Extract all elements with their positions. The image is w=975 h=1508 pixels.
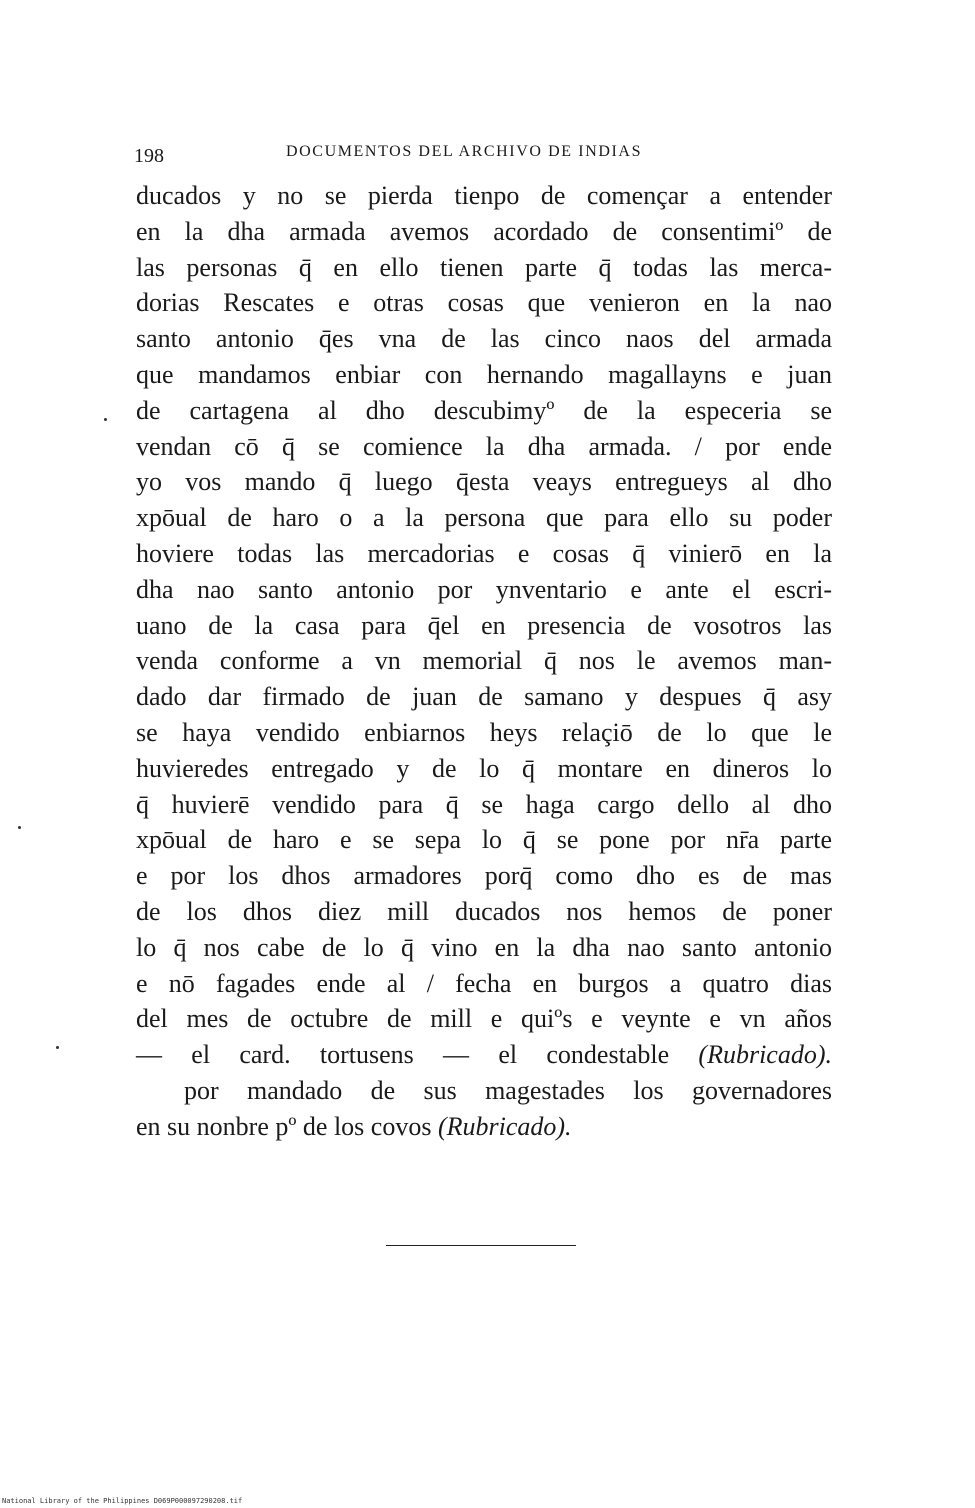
text-line: venda conforme a vn memorial q̄ nos le avemos man- [136,646,832,676]
rubric-mark: (Rubricado). [698,1040,833,1070]
closing-rule [386,1245,576,1246]
text-line: hoviere todas las mercadorias e cosas q̄ vinierō en la [136,538,832,568]
margin-speck [18,826,21,829]
text-line: e por los dhos armadores porq̄ como dho es de mas [136,861,832,891]
text-line: en la dha armada avemos acordado de consentimiº de [136,216,832,246]
rubric-mark: (Rubricado). [437,1111,572,1141]
page-number: 198 [134,145,164,167]
text-line: de los dhos diez mill ducados nos hemos de poner [136,896,832,926]
text-line: dado dar firmado de juan de samano y despues q̄ asy [136,682,832,712]
text-line: dha nao santo antonio por ynventario e ante el escri- [136,574,832,604]
text-line: santo antonio q̄es vna de las cinco naos del armada [136,324,832,354]
text-line: del mes de octubre de mill e quiºs e veynte e vn años [136,1004,832,1034]
margin-speck [104,418,107,421]
text-line: vendan cō q̄ se comience la dha armada. / por ende [136,431,832,461]
text-line: por mandado de sus magestades los governadores [184,1075,832,1105]
text-line: xpōual de haro e se sepa lo q̄ se pone por nr̄a parte [136,825,832,855]
margin-speck [56,1046,59,1049]
signature-line [136,1109,832,1145]
text-line: q̄ huvierē vendido para q̄ se haga cargo dello al dho [136,789,832,819]
text-line: yo vos mando q̄ luego q̄esta veays entregueys al dho [136,467,832,497]
paragraph-1 [136,178,832,1073]
text-line: uano de la casa para q̄el en presencia de vosotros las [136,610,832,640]
countersignature: en su nonbre pº de los covos [136,1111,432,1141]
text-line: lo q̄ nos cabe de lo q̄ vino en la dha nao santo antonio [136,932,832,962]
scan-credit: National Library of the Philippines D069P000097290208.tif [2,1497,243,1505]
text-line: huvieredes entregado y de lo q̄ montare en dineros lo [136,753,832,783]
signature-line [136,1037,832,1073]
text-line: se haya vendido enbiarnos heys relaçiō de lo que le [136,717,832,747]
text-line: xpōual de haro o a la persona que para ello su poder [136,503,832,533]
paragraph-2 [136,1073,832,1145]
text-line: de cartagena al dho descubimyº de la especeria se [136,395,832,425]
text-line: ducados y no se pierda tienpo de començar a entender [136,181,832,210]
document-body [136,178,832,1145]
signatories: — el card. tortusens — el condestable [136,1040,670,1070]
text-line: dorias Rescates e otras cosas que venieron en la nao [136,288,832,318]
text-line: que mandamos enbiar con hernando magallayns e juan [136,359,832,389]
text-line: e nō fagades ende al / fecha en burgos a quatro dias [136,968,832,998]
text-line: las personas q̄ en ello tienen parte q̄ todas las merca- [136,252,832,282]
running-title: DOCUMENTOS DEL ARCHIVO DE INDIAS [286,143,643,160]
